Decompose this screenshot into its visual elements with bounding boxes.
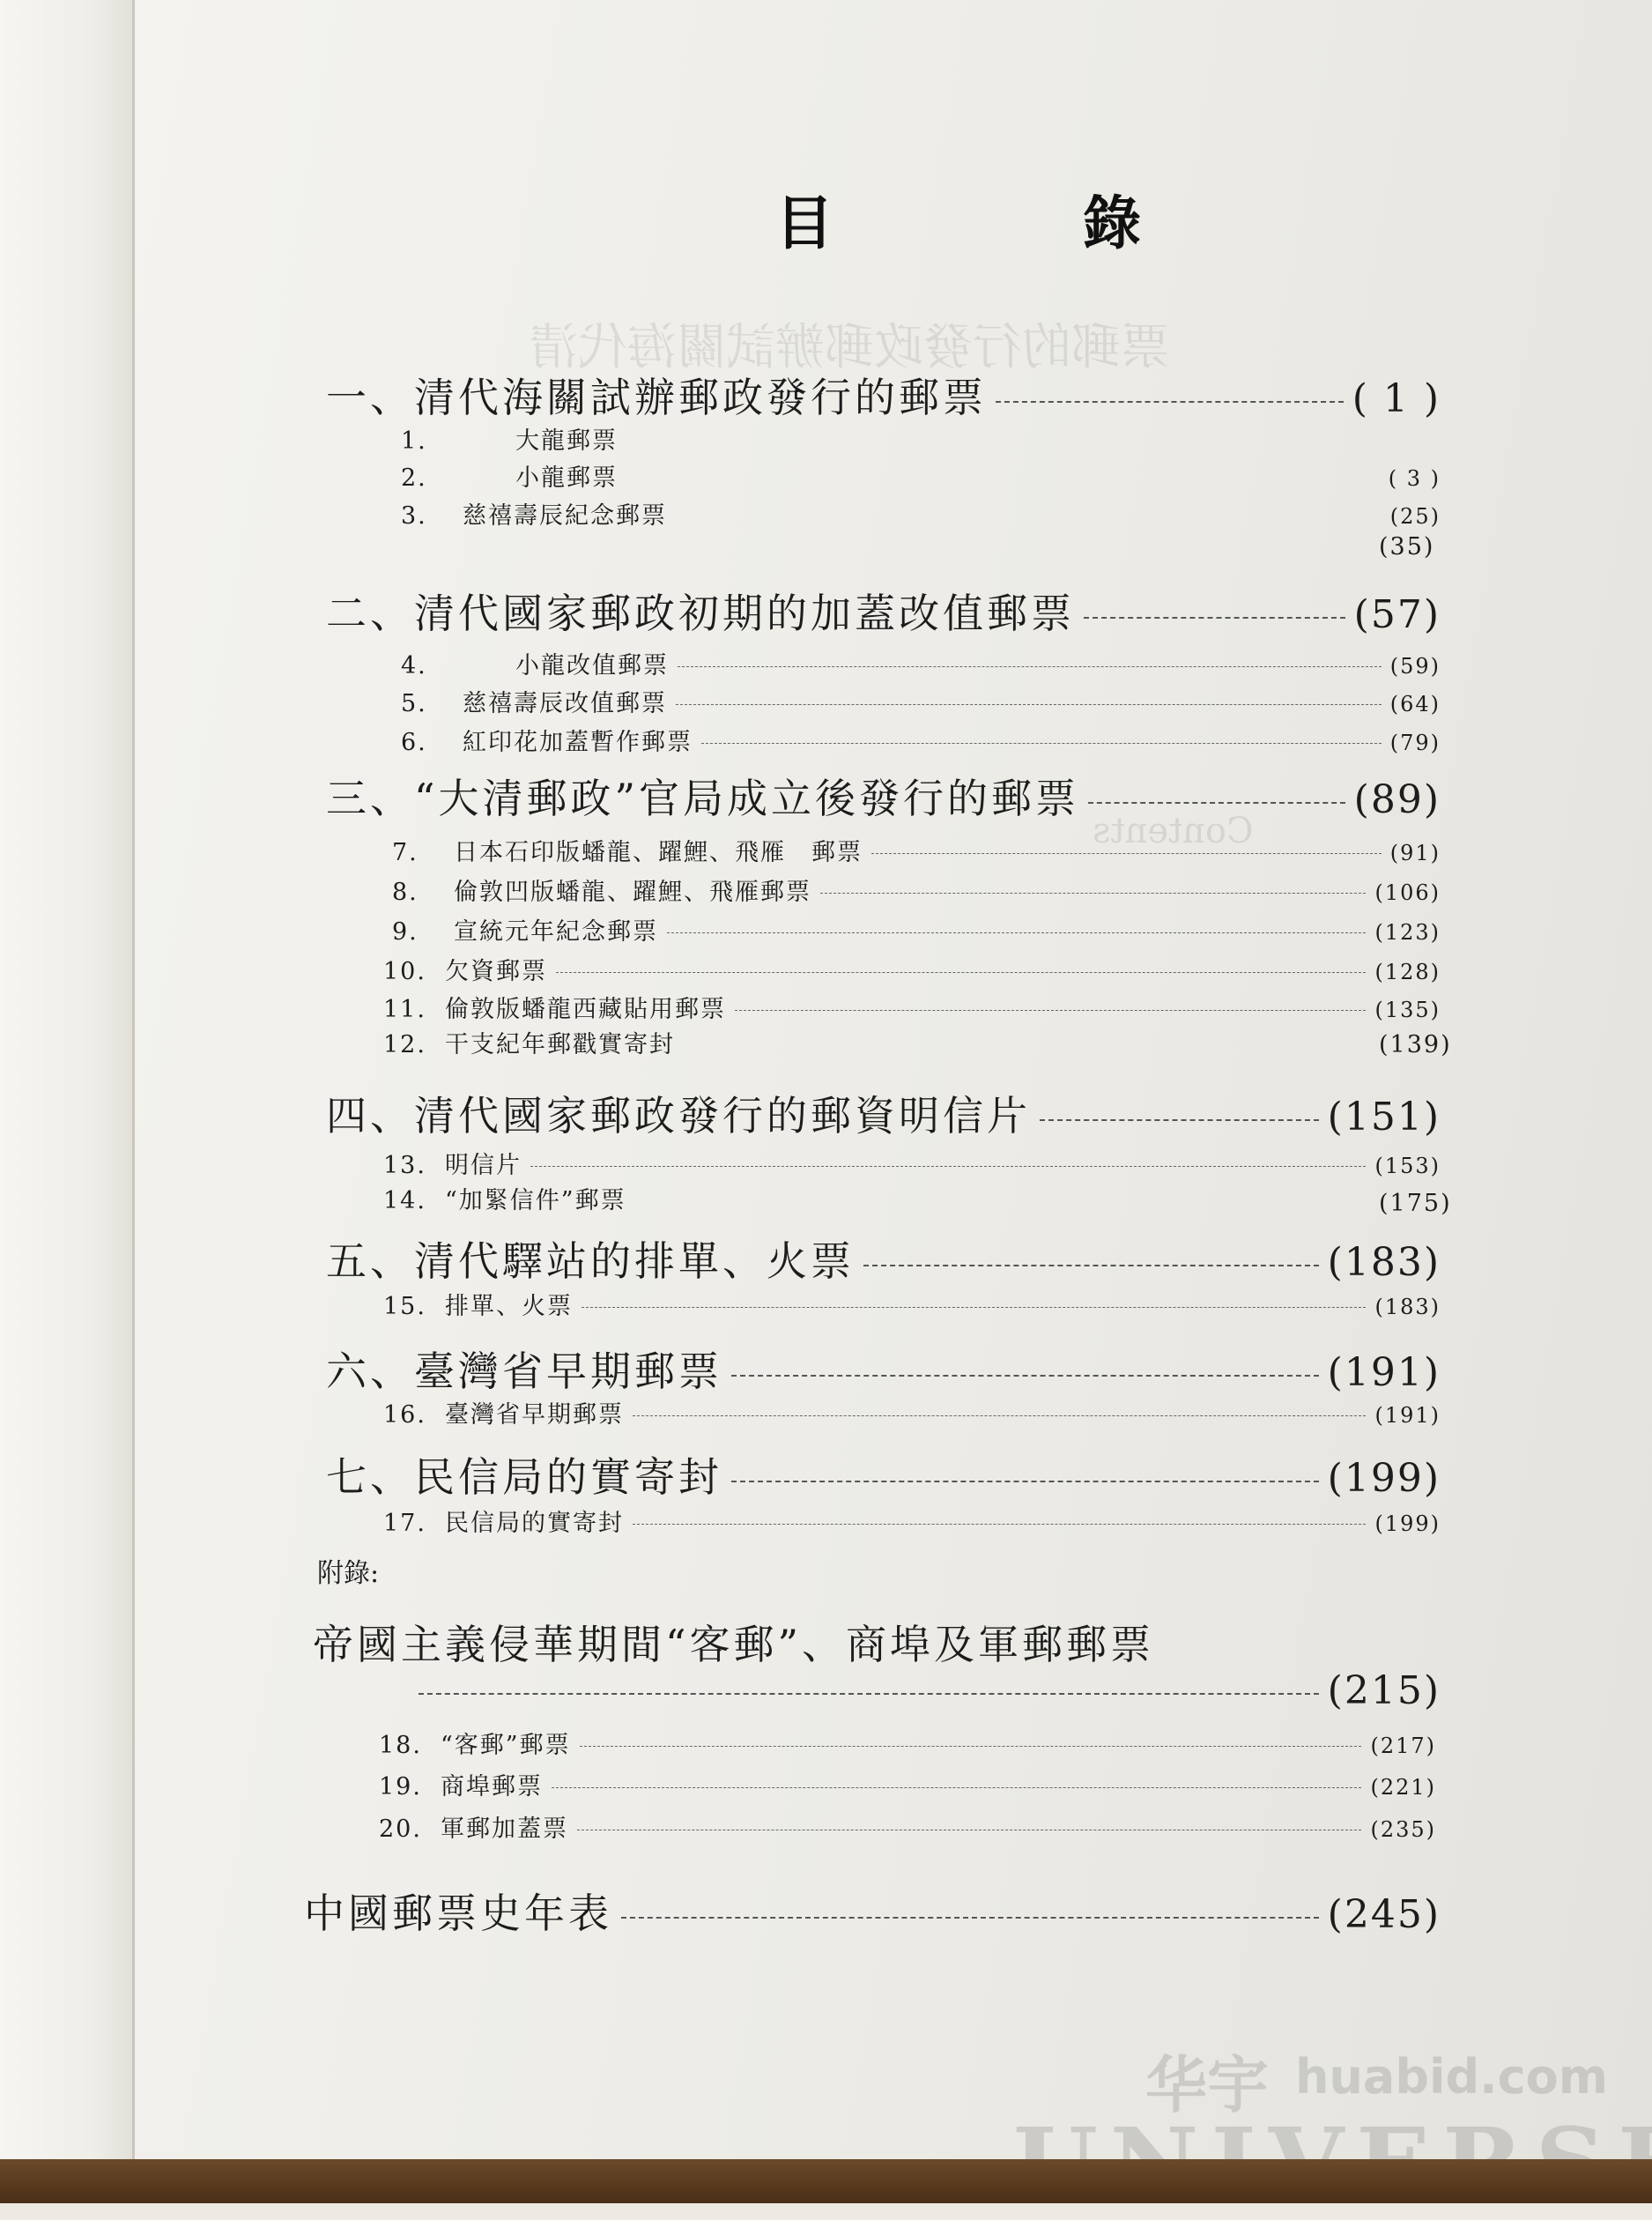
chapter-label: 三、“大清郵政”官局成立後發行的郵票 [326, 775, 1080, 822]
page-number: ( 1 ) [1352, 376, 1441, 421]
dot-leader [863, 1265, 1319, 1266]
item-label: 明信片 [445, 1152, 522, 1179]
show-through-1: 票郵的行發政郵辦試關海代清 [529, 319, 1170, 376]
list-item [379, 1726, 1436, 1760]
page-number: (35) [1379, 533, 1435, 561]
chapter-label: 一、清代海關試辦郵政發行的郵票 [326, 374, 987, 421]
chapter-3 [326, 767, 1441, 825]
item-label: 倫敦凹版蟠龍、躍鯉、飛雁郵票 [454, 879, 811, 906]
list-item [401, 496, 1441, 531]
item-number: 15. [383, 1293, 426, 1320]
item-number: 18. [379, 1732, 422, 1759]
item-label: 慈禧壽辰改值郵票 [463, 690, 667, 717]
item-label: 欠資郵票 [445, 958, 547, 985]
page-number: (64) [1389, 692, 1441, 716]
dot-leader [556, 972, 1366, 973]
dot-leader [731, 1481, 1319, 1482]
list-item [383, 1287, 1441, 1321]
list-item [383, 1181, 1441, 1215]
watermark-logo-cn: 华宇 [1145, 2049, 1269, 2121]
page-number: (91) [1389, 841, 1441, 865]
page-number: (221) [1370, 1775, 1436, 1800]
page-number: (245) [1327, 1892, 1441, 1937]
page-number: (128) [1374, 960, 1441, 984]
appendix-title-leader [419, 1668, 1441, 1713]
item-label: 臺灣省早期郵票 [445, 1401, 624, 1429]
list-item [383, 1025, 1441, 1059]
dot-leader [996, 401, 1344, 403]
dot-leader [667, 932, 1366, 933]
page-number: (191) [1327, 1350, 1441, 1395]
page-number: (191) [1374, 1403, 1441, 1428]
facing-page-edge [0, 0, 132, 2203]
dot-leader [621, 1917, 1319, 1919]
item-number: 16. [383, 1401, 426, 1429]
list-item [383, 1504, 1441, 1538]
dot-leader [1040, 1119, 1319, 1121]
item-number: 3. [401, 502, 427, 530]
list-item [383, 1146, 1441, 1180]
list-item [392, 833, 1441, 867]
list-item [383, 990, 1441, 1024]
page-number: (199) [1374, 1511, 1441, 1536]
page-number: (59) [1389, 654, 1441, 679]
page-number: (217) [1370, 1734, 1436, 1758]
item-label: “客郵”郵票 [441, 1732, 571, 1759]
chapter-label: 五、清代驛站的排單、火票 [326, 1237, 855, 1285]
item-label: 商埠郵票 [441, 1773, 543, 1801]
dot-leader [731, 1375, 1319, 1377]
item-label: 民信局的實寄封 [445, 1510, 624, 1537]
item-number: 20. [379, 1815, 422, 1843]
dot-leader [1084, 617, 1345, 619]
dot-leader [633, 1524, 1366, 1525]
item-number: 2. [401, 464, 427, 492]
dot-leader [419, 1693, 1319, 1695]
chapter-label: 七、民信局的實寄封 [326, 1453, 722, 1501]
list-item [401, 458, 1441, 493]
item-number: 17. [383, 1510, 426, 1537]
show-through-2: Contents [1093, 811, 1254, 851]
page-number: (135) [1374, 998, 1441, 1022]
table-surface [0, 2159, 1652, 2203]
dot-leader [633, 1415, 1366, 1416]
page-number: ( 3 ) [1388, 466, 1441, 491]
item-number: 1. [401, 427, 427, 455]
page-number: (89) [1353, 777, 1441, 822]
list-item [401, 421, 618, 456]
item-number: 11. [383, 996, 426, 1023]
dot-leader [582, 1307, 1366, 1308]
dot-leader [820, 893, 1366, 894]
dot-leader [701, 743, 1382, 744]
list-item [401, 723, 1441, 757]
item-number: 19. [379, 1773, 422, 1801]
page-number: (175) [1379, 1190, 1452, 1217]
dot-leader [676, 704, 1382, 705]
page-number: (123) [1374, 920, 1441, 945]
page-number: (153) [1374, 1154, 1441, 1178]
item-number: 7. [392, 839, 419, 866]
item-label: 倫敦版蟠龍西藏貼用郵票 [445, 996, 726, 1023]
item-number: 14. [383, 1187, 426, 1214]
item-number: 13. [383, 1152, 426, 1179]
appendix-title: 帝國主義侵華期間“客郵”、商埠及軍郵郵票 [313, 1621, 1155, 1668]
item-label: 軍郵加蓋票 [441, 1815, 568, 1843]
chapter-1 [326, 366, 1441, 424]
dot-leader [1088, 802, 1345, 804]
item-label: 干支紀年郵戳實寄封 [445, 1031, 675, 1058]
item-label: 宣統元年紀念郵票 [454, 918, 658, 946]
chapter-2 [326, 582, 1441, 640]
item-number: 5. [401, 690, 427, 717]
page-number: (25) [1389, 504, 1441, 529]
watermark-url: huabid.com [1295, 2049, 1609, 2105]
item-number: 8. [392, 879, 419, 906]
item-label: “加緊信件”郵票 [445, 1187, 626, 1214]
chapter-label: 六、臺灣省早期郵票 [326, 1348, 722, 1395]
page-number: (183) [1327, 1240, 1441, 1285]
dot-leader [530, 1166, 1366, 1167]
list-item [392, 912, 1441, 947]
page-number: (139) [1379, 1031, 1452, 1058]
list-item [392, 872, 1441, 907]
list-item [383, 1395, 1441, 1429]
page-number: (235) [1370, 1817, 1436, 1842]
page-number: (79) [1389, 731, 1441, 755]
list-item [379, 1767, 1436, 1801]
chronology-label: 中國郵票史年表 [304, 1890, 612, 1937]
item-label: 排單、火票 [445, 1293, 573, 1320]
dot-leader [871, 853, 1382, 854]
item-label: 小龍郵票 [515, 464, 618, 492]
page-number: (57) [1353, 592, 1441, 637]
list-item [383, 952, 1441, 986]
dot-leader [552, 1787, 1361, 1788]
chapter-7 [326, 1445, 1441, 1504]
chapter-6 [326, 1340, 1441, 1398]
chronology-entry [304, 1882, 1441, 1940]
item-number: 6. [401, 729, 427, 756]
item-label: 慈禧壽辰紀念郵票 [463, 502, 667, 530]
list-item [401, 646, 1441, 680]
list-item [401, 684, 1441, 718]
page-number: (151) [1327, 1095, 1441, 1140]
item-number: 10. [383, 958, 426, 985]
chapter-label: 四、清代國家郵政發行的郵資明信片 [326, 1092, 1031, 1140]
chapter-4 [326, 1084, 1441, 1142]
page-number: (106) [1374, 880, 1441, 905]
item-label: 紅印花加蓋暫作郵票 [463, 729, 693, 756]
item-number: 9. [392, 918, 419, 946]
item-label: 小龍改值郵票 [515, 652, 669, 679]
chapter-label: 二、清代國家郵政初期的加蓋改值郵票 [326, 590, 1075, 637]
chapter-5 [326, 1229, 1441, 1288]
page-number: (199) [1327, 1456, 1441, 1501]
dot-leader [678, 666, 1382, 667]
appendix-heading: 附錄: [317, 1558, 380, 1589]
item-label: 日本石印版蟠龍、躍鯉、飛雁 郵票 [454, 839, 863, 866]
list-item [379, 1809, 1436, 1844]
item-number: 12. [383, 1031, 426, 1058]
item-number: 4. [401, 652, 427, 679]
item-label: 大龍郵票 [515, 427, 618, 455]
page-number: (215) [1327, 1668, 1441, 1713]
dot-leader [735, 1010, 1366, 1011]
dot-leader [580, 1746, 1362, 1747]
page-number: (183) [1374, 1295, 1441, 1319]
page-title: 目 錄 [775, 189, 1256, 257]
